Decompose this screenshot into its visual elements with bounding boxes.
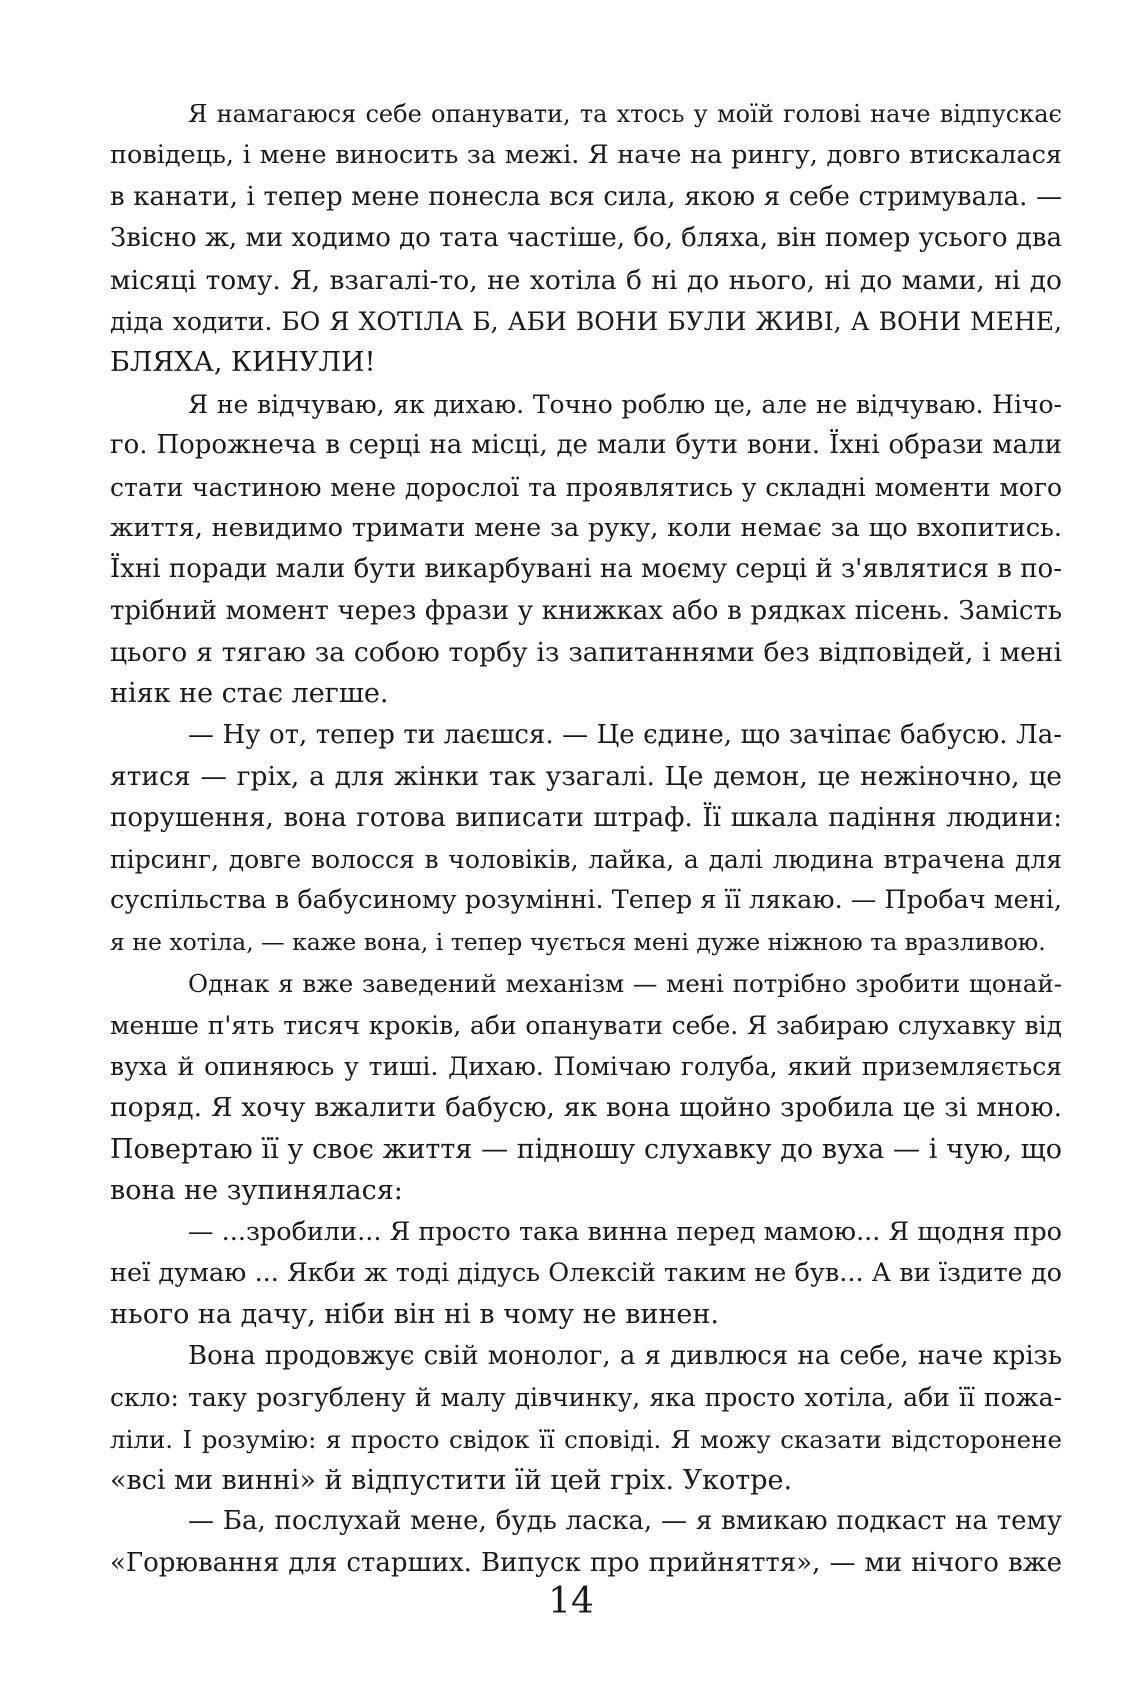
text-line: менше п'ять тисяч кроків, аби опанувати себе. Я забираю слухавку від <box>110 1010 1062 1040</box>
text-line: неї думаю ... Якби ж тоді дідусь Олексій таким не був... А ви їздите до <box>110 1257 1062 1288</box>
text-line: трібний момент через фрази у книжках або в рядках пісень. Замість <box>110 595 1062 626</box>
text-line: скло: таку розгублену й малу дівчинку, яка просто хотіла, аби її пожа- <box>110 1383 1062 1413</box>
text-line: Однак я вже заведений механізм — мені потрібно зробити щонай- <box>188 969 1062 999</box>
page-number: 14 <box>548 1581 594 1622</box>
text-line: я не хотіла, — каже вона, і тепер чується мені дуже ніжною та вразливою. <box>110 927 1046 956</box>
text-line: Я намагаюся себе опанувати, та хтось у моїй голові наче відпускає <box>188 100 1062 128</box>
text-line: порушення, вона готова виписати штраф. Її шкала падіння людини: <box>110 802 1062 833</box>
text-line: Повертаю її у своє життя — підношу слухавку до вуха — і чую, що <box>110 1133 1062 1165</box>
text-line: Їхні поради мали бути викарбувані на моєму серці й з'являтися в по- <box>110 554 1062 585</box>
text-line: життя, невидимо тримати мене за руку, коли немає за що вхопитись. <box>110 512 1062 543</box>
text-line: Звісно ж, ми ходимо до тата частіше, бо, бляха, він помер усього два <box>110 223 1062 254</box>
text-line: «Горювання для старших. Випуск про прийняття», — ми нічого вже <box>110 1547 1062 1578</box>
text-line: місяці тому. Я, взагалі-то, не хотіла б ні до нього, ні до мами, ні до <box>110 264 1062 296</box>
text-line: ліли. І розумію: я просто свідок її сповіді. Я можу сказати відсторонене <box>110 1424 1062 1454</box>
text-line: нього на дачу, ніби він ні в чому не винен. <box>110 1299 719 1331</box>
text-line: — Ба, послухай мене, будь ласка, — я вмикаю подкаст на тему <box>188 1506 1062 1537</box>
body-text <box>110 94 1062 1584</box>
text-line: Вона продовжує свій монолог, а я дивлюся на себе, наче крізь <box>188 1340 1062 1371</box>
text-line: ніяк не стає легше. <box>110 678 389 710</box>
text-line: вона не зупинялася: <box>110 1175 403 1207</box>
text-line: стати частиною мене дорослої та проявлятись у складні моменти мого <box>110 472 1062 502</box>
text-line: в канати, і тепер мене понесла вся сила, якою я себе стримувала. — <box>110 181 1062 212</box>
text-line: пірсинг, довге волосся в чоловіків, лайка, а далі людина втрачена для <box>110 845 1062 875</box>
text-line: вуха й опиняюсь у тиші. Дихаю. Помічаю голуба, який приземляється <box>110 1051 1062 1081</box>
text-line: «всі ми винні» й відпустити їй цей гріх. Укотре. <box>110 1464 793 1496</box>
text-line: цього я тягаю за собою торбу із запитаннями без відповідей, і мені <box>110 637 1062 669</box>
text-line: БЛЯХА, КИНУЛИ! <box>110 347 376 379</box>
text-line: — ...зробили... Я просто така винна перед мамою... Я щодня про <box>188 1216 1062 1247</box>
text-line: повідець, і мене виносить за межі. Я наче на рингу, довго втискалася <box>110 140 1062 171</box>
text-line: поряд. Я хочу вжалити бабусю, як вона щойно зробила це зі мною. <box>110 1092 1062 1124</box>
text-line: го. Порожнеча в серці на місці, де мали бути вони. Їхні образи мали <box>110 430 1062 461</box>
text-line: діда ходити. БО Я ХОТІЛА Б, АБИ ВОНИ БУЛИ ЖИВІ, А ВОНИ МЕНЕ, <box>110 306 1062 336</box>
text-line: ятися — гріх, а для жінки так узагалі. Це демон, це нежіночно, це <box>110 761 1062 793</box>
text-line: — Ну от, тепер ти лаєшся. — Це єдине, що зачіпає бабусю. Ла- <box>188 719 1062 750</box>
text-line: Я не відчуваю, як дихаю. Точно роблю це, але не відчуваю. Нічо- <box>188 389 1062 419</box>
text-line: суспільства в бабусиному розумінні. Тепер я її лякаю. — Пробач мені, <box>110 885 1062 916</box>
